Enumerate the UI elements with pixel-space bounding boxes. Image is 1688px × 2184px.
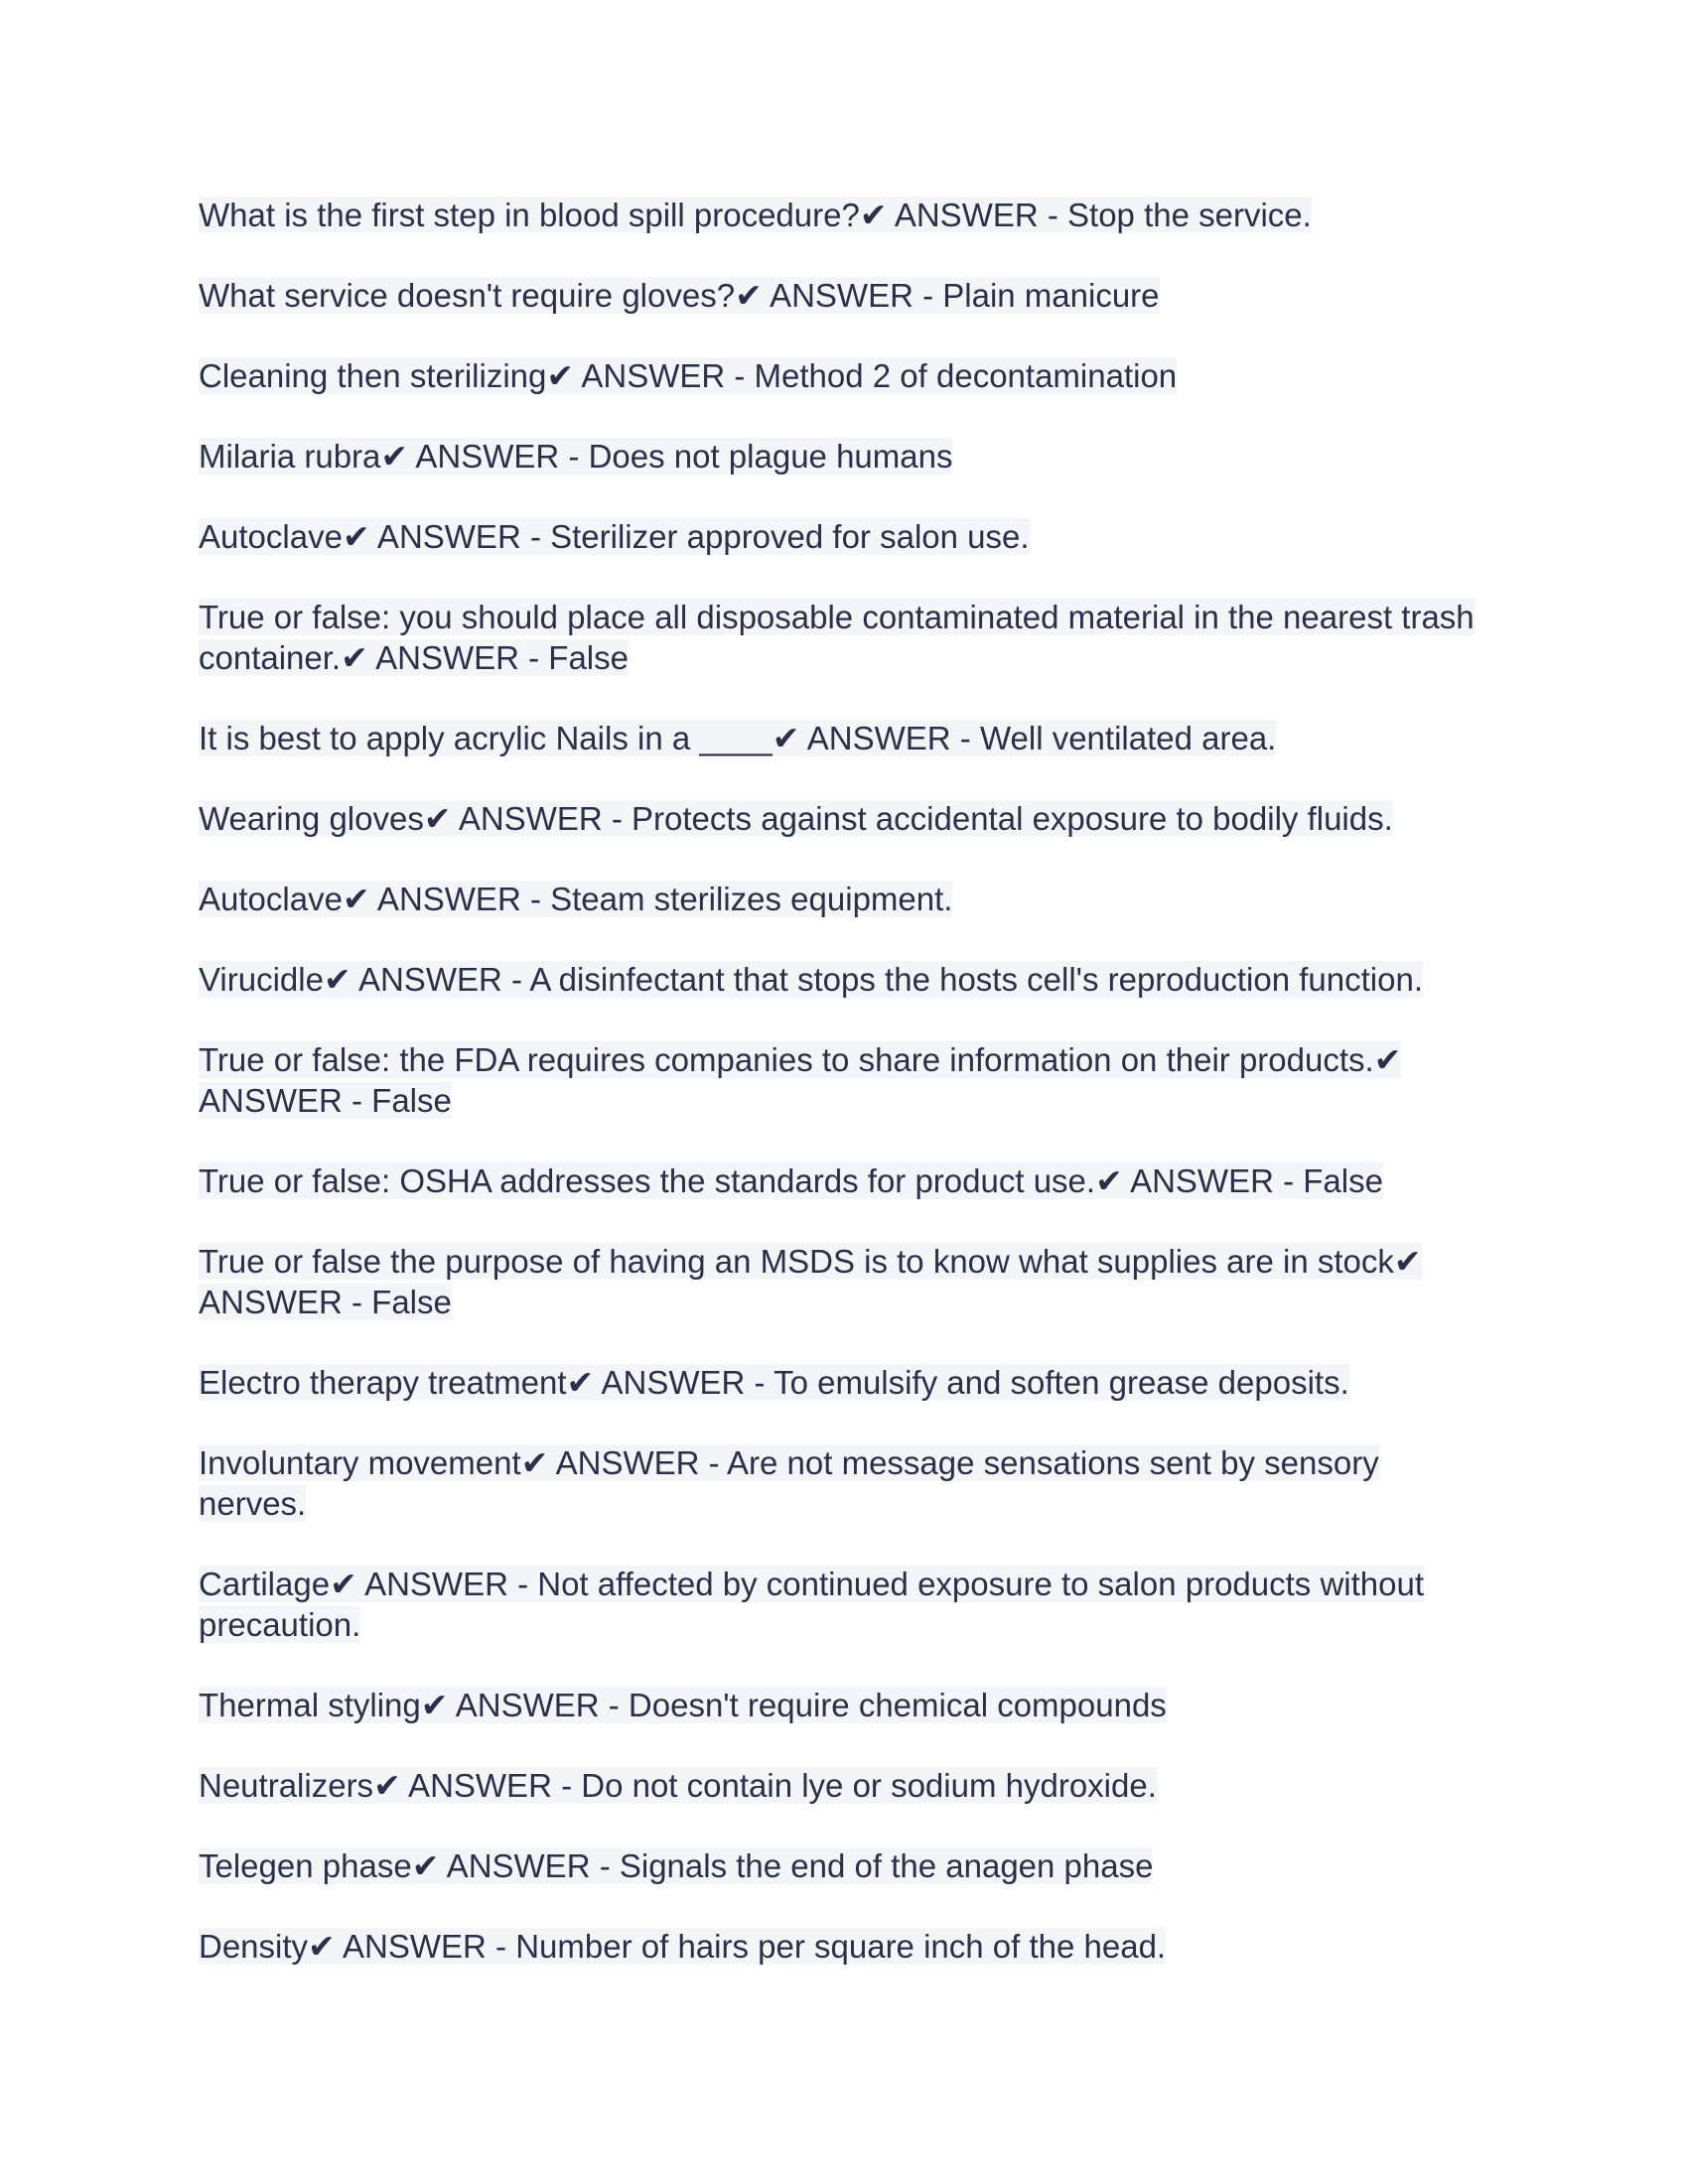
- question-text: Thermal styling: [199, 1687, 421, 1723]
- qa-item-15: [199, 1442, 1489, 1524]
- question-text: True or false: OSHA addresses the standards for product use.: [199, 1162, 1096, 1199]
- qa-item-10: [199, 959, 1489, 1000]
- qa-item-9: [199, 879, 1489, 919]
- qa-item-2: [199, 275, 1489, 316]
- answer-marker: ✔ ANSWER -: [323, 961, 530, 998]
- answer-text: Doesn't require chemical compounds: [628, 1687, 1167, 1723]
- answer-text: Stop the service.: [1067, 197, 1312, 233]
- question-text: Neutralizers: [199, 1767, 374, 1804]
- qa-item-17: [199, 1685, 1489, 1725]
- qa-item-8: [199, 798, 1489, 839]
- answer-text: Well ventilated area.: [979, 720, 1277, 756]
- question-text: Milaria rubra: [199, 438, 381, 475]
- question-text: Involuntary movement: [199, 1444, 521, 1481]
- answer-text: Not affected by continued exposure to salon products without precaution.: [199, 1566, 1425, 1643]
- question-text: Autoclave: [199, 518, 343, 555]
- answer-marker: ✔ ANSWER -: [308, 1928, 516, 1965]
- answer-marker: ✔ ANSWER -: [341, 639, 549, 676]
- answer-marker: ✔ ANSWER -: [411, 1847, 620, 1884]
- qa-item-20: [199, 1926, 1489, 1967]
- answer-text: False: [371, 1284, 452, 1320]
- qa-item-1: [199, 195, 1489, 235]
- answer-text: Sterilizer approved for salon use.: [550, 518, 1030, 555]
- qa-item-16: [199, 1564, 1489, 1645]
- question-text: True or false the purpose of having an MSDS is to know what supplies are in stock: [199, 1243, 1394, 1280]
- answer-text: False: [371, 1082, 452, 1119]
- answer-text: Steam sterilizes equipment.: [550, 881, 953, 917]
- answer-marker: ✔ ANSWER -: [859, 197, 1068, 233]
- answer-text: Method 2 of decontamination: [754, 357, 1178, 394]
- answer-marker: ✔ ANSWER -: [342, 518, 551, 555]
- answer-text: Signals the end of the anagen phase: [619, 1847, 1154, 1884]
- question-text: Telegen phase: [199, 1847, 412, 1884]
- question-text: Autoclave: [199, 881, 343, 917]
- question-text: Cleaning then sterilizing: [199, 357, 547, 394]
- answer-marker: ✔ ANSWER -: [423, 800, 633, 837]
- question-text: Electro therapy treatment: [199, 1364, 567, 1401]
- answer-text: Does not plague humans: [588, 438, 953, 475]
- answer-text: Do not contain lye or sodium hydroxide.: [581, 1767, 1157, 1804]
- answer-text: False: [548, 639, 629, 676]
- qa-item-4: [199, 436, 1489, 477]
- question-text: Density: [199, 1928, 309, 1965]
- answer-marker: ✔ ANSWER -: [420, 1687, 629, 1723]
- answer-text: Protects against accidental exposure to bodily fluids.: [632, 800, 1393, 837]
- question-text: What service doesn't require gloves?: [199, 277, 736, 314]
- answer-marker: ✔ ANSWER -: [330, 1566, 538, 1602]
- answer-text: Number of hairs per square inch of the head.: [515, 1928, 1167, 1965]
- question-text: Cartilage: [199, 1566, 331, 1602]
- qa-item-5: [199, 516, 1489, 557]
- answer-marker: ✔ ANSWER -: [520, 1444, 728, 1481]
- qa-item-14: [199, 1362, 1489, 1403]
- question-text: What is the first step in blood spill procedure?: [199, 197, 860, 233]
- answer-text: Are not message sensations sent by sensory nerves.: [199, 1444, 1379, 1522]
- qa-item-11: [199, 1039, 1489, 1121]
- answer-marker: ✔ ANSWER -: [342, 881, 551, 917]
- qa-item-7: [199, 718, 1489, 758]
- answer-marker: ✔ ANSWER -: [380, 438, 589, 475]
- question-text: Wearing gloves: [199, 800, 424, 837]
- question-text: True or false: the FDA requires companies to share information on their products.: [199, 1041, 1374, 1078]
- answer-marker: ✔ ANSWER -: [1095, 1162, 1304, 1199]
- answer-text: A disinfectant that stops the hosts cell's reproduction function.: [529, 961, 1423, 998]
- answer-text: To emulsify and soften grease deposits.: [774, 1364, 1349, 1401]
- qa-item-13: [199, 1241, 1489, 1322]
- answer-marker: ✔ ANSWER -: [199, 1041, 1402, 1119]
- question-text: Virucidle: [199, 961, 324, 998]
- qa-item-19: [199, 1845, 1489, 1886]
- document-page: [199, 195, 1489, 2006]
- answer-marker: ✔ ANSWER -: [199, 1243, 1422, 1320]
- answer-marker: ✔ ANSWER -: [735, 277, 943, 314]
- qa-item-3: [199, 355, 1489, 396]
- answer-marker: ✔ ANSWER -: [566, 1364, 774, 1401]
- qa-item-6: [199, 597, 1489, 678]
- qa-item-18: [199, 1765, 1489, 1806]
- answer-text: False: [1303, 1162, 1383, 1199]
- answer-text: Plain manicure: [942, 277, 1160, 314]
- question-text: True or false: you should place all disposable contaminated material in the nearest trash container.: [199, 599, 1475, 676]
- qa-item-12: [199, 1160, 1489, 1201]
- answer-marker: ✔ ANSWER -: [772, 720, 980, 756]
- answer-marker: ✔ ANSWER -: [373, 1767, 582, 1804]
- answer-marker: ✔ ANSWER -: [546, 357, 755, 394]
- question-text: It is best to apply acrylic Nails in a ____: [199, 720, 773, 756]
